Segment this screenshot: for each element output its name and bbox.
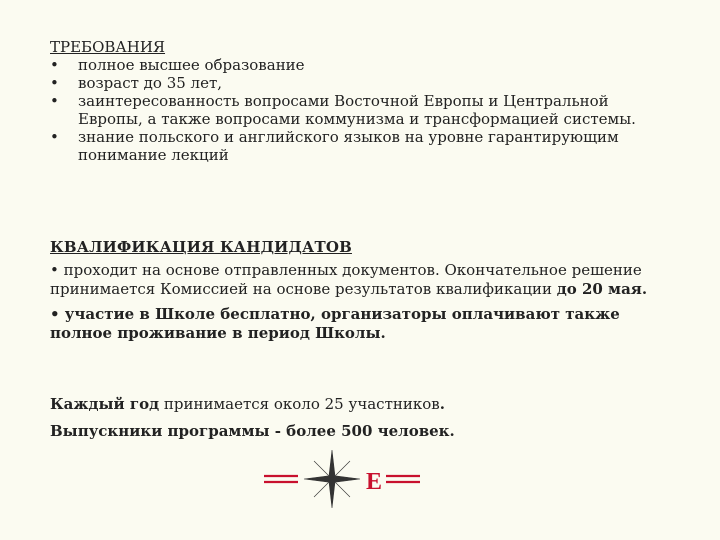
bullet-icon: • xyxy=(50,128,59,146)
summary-bold: . xyxy=(439,395,445,413)
list-item xyxy=(50,56,670,74)
summary-line: Выпускники программы - более 500 человек. xyxy=(50,422,455,440)
requirements-section xyxy=(50,38,670,164)
bullet-icon: • xyxy=(50,74,59,92)
qualification-paragraph xyxy=(50,261,670,299)
list-item xyxy=(50,92,670,128)
requirement-text: заинтересованность вопросами Восточной Европы и Центральной Европы, а также вопросами коммунизма и трансформацией системы. xyxy=(78,92,636,128)
qualification-text: • проходит на основе отправленных документов. Окончательное решение принимается Комиссией на основе результатов квалификации xyxy=(50,261,642,298)
summary-line xyxy=(50,393,670,415)
bullet-icon: • xyxy=(50,92,59,110)
qualification-section xyxy=(50,238,670,343)
qualification-paragraph: • участие в Школе бесплатно, организаторы оплачивают также полное проживание в период Школы. xyxy=(50,305,620,342)
compass-star-icon xyxy=(262,450,422,510)
requirements-title: ТРЕБОВАНИЯ xyxy=(50,38,166,56)
list-item xyxy=(50,74,670,92)
requirement-text: возраст до 35 лет, xyxy=(78,74,223,92)
summary-normal: принимается около 25 участников xyxy=(159,395,440,413)
requirements-list xyxy=(50,56,670,164)
qualification-title: КВАЛИФИКАЦИЯ КАНДИДАТОВ xyxy=(50,238,352,256)
requirement-text: знание польского и английского языков на уровне гарантирующим понимание лекций xyxy=(78,128,619,164)
logo-letter: E xyxy=(365,469,383,495)
summary-section xyxy=(50,393,670,447)
requirement-text: полное высшее образование xyxy=(78,56,305,74)
bullet-icon: • xyxy=(50,56,59,74)
list-item xyxy=(50,128,670,164)
summary-bold: Каждый год xyxy=(50,395,160,413)
logo xyxy=(262,450,422,510)
deadline-text: до 20 мая. xyxy=(556,280,648,298)
